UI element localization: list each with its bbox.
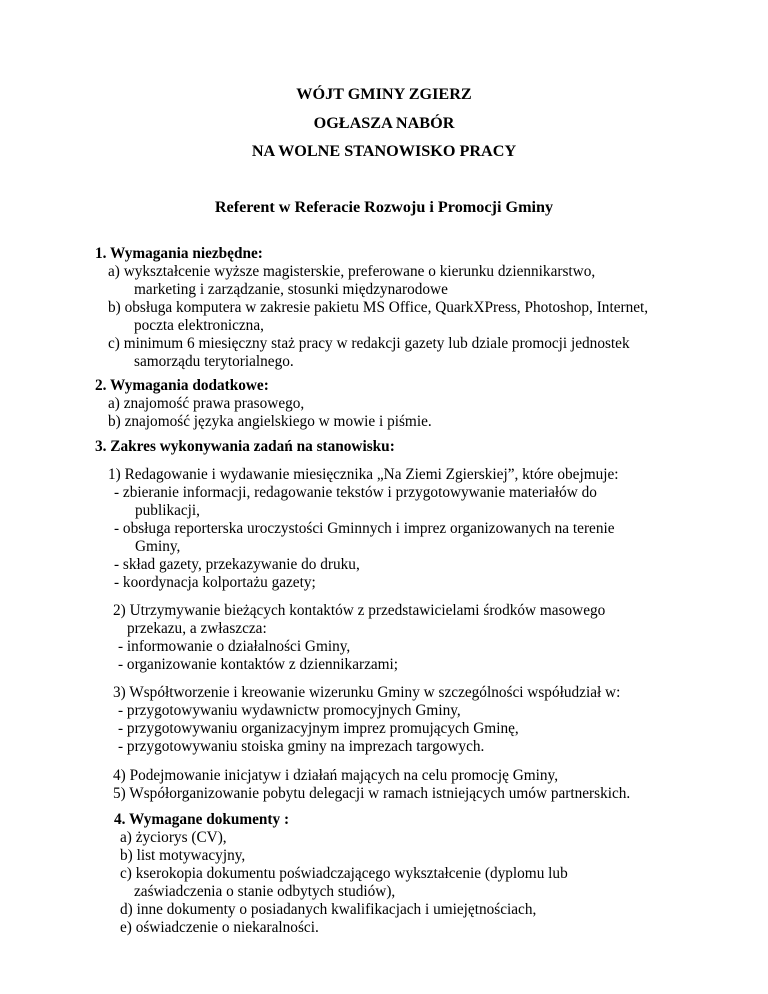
section1-item-b-cont: poczta elektroniczna, bbox=[134, 317, 264, 334]
section1-heading: 1. Wymagania niezbędne: bbox=[95, 245, 263, 262]
section2-item-b: b) znajomość języka angielskiego w mowie i piśmie. bbox=[108, 413, 432, 430]
section1-item-c: c) minimum 6 miesięczny staż pracy w redakcji gazety lub dziale promocji jednostek bbox=[108, 335, 630, 352]
task1-bullet-4: - koordynacja kolportażu gazety; bbox=[114, 574, 316, 591]
section4-item-c-cont: zaświadczenia o stanie odbytych studiów), bbox=[134, 883, 396, 900]
section1-item-a-cont: marketing i zarządzanie, stosunki międzynarodowe bbox=[134, 281, 448, 298]
position-title: Referent w Referacie Rozwoju i Promocji Gminy bbox=[214, 198, 554, 216]
task3-bullet-3: - przygotowywaniu stoiska gminy na imprezach targowych. bbox=[118, 738, 485, 755]
mayor-heading: WÓJT GMINY ZGIERZ bbox=[296, 85, 472, 103]
section1-item-b: b) obsługa komputera w zakresie pakietu MS Office, QuarkXPress, Photoshop, Internet, bbox=[108, 299, 649, 316]
task3-bullet-1: - przygotowywaniu wydawnictw promocyjnych Gminy, bbox=[118, 702, 461, 719]
task2-bullet-2: - organizowanie kontaktów z dziennikarzami; bbox=[118, 656, 399, 673]
section4-item-c: c) kserokopia dokumentu poświadczającego wykształcenie (dyplomu lub bbox=[120, 865, 568, 882]
task1-bullet-1: - zbieranie informacji, redagowanie tekstów i przygotowywanie materiałów do bbox=[114, 484, 597, 501]
task1-bullet-3: - skład gazety, przekazywanie do druku, bbox=[114, 556, 360, 573]
task3-title: 3) Współtworzenie i kreowanie wizerunku Gminy w szczególności współudział w: bbox=[113, 684, 621, 701]
task2-title-cont: przekazu, a zwłaszcza: bbox=[127, 620, 267, 637]
section4-item-a: a) życiorys (CV), bbox=[120, 829, 227, 846]
section4-item-b: b) list motywacyjny, bbox=[120, 847, 246, 864]
section2-heading: 2. Wymagania dodatkowe: bbox=[95, 377, 269, 394]
task2-title: 2) Utrzymywanie bieżących kontaktów z przedstawicielami środków masowego bbox=[113, 602, 606, 619]
vacancy-heading: NA WOLNE STANOWISKO PRACY bbox=[251, 142, 517, 160]
section3-heading: 3. Zakres wykonywania zadań na stanowisku: bbox=[95, 438, 395, 455]
announcement-heading: OGŁASZA NABÓR bbox=[313, 114, 455, 132]
section1-item-c-cont: samorządu terytorialnego. bbox=[134, 353, 294, 370]
task4: 4) Podejmowanie inicjatyw i działań mających na celu promocję Gminy, bbox=[113, 767, 559, 784]
task1-title: 1) Redagowanie i wydawanie miesięcznika „Na Ziemi Zgierskiej”, które obejmuje: bbox=[108, 466, 619, 483]
section1-item-a: a) wykształcenie wyższe magisterskie, preferowane o kierunku dziennikarstwo, bbox=[108, 263, 596, 280]
section4-item-d: d) inne dokumenty o posiadanych kwalifikacjach i umiejętnościach, bbox=[120, 901, 537, 918]
section4-item-e: e) oświadczenie o niekaralności. bbox=[120, 919, 319, 936]
task1-bullet-2-cont: Gminy, bbox=[135, 538, 181, 555]
task1-bullet-1-cont: publikacji, bbox=[135, 502, 200, 519]
task1-bullet-2: - obsługa reporterska uroczystości Gminnych i imprez organizowanych na terenie bbox=[114, 520, 615, 537]
section2-item-a: a) znajomość prawa prasowego, bbox=[108, 395, 305, 412]
task2-bullet-1: - informowanie o działalności Gminy, bbox=[118, 638, 351, 655]
task5: 5) Współorganizowanie pobytu delegacji w ramach istniejących umów partnerskich. bbox=[113, 785, 631, 802]
task3-bullet-2: - przygotowywaniu organizacyjnym imprez promujących Gminę, bbox=[118, 720, 519, 737]
section4-heading: 4. Wymagane dokumenty : bbox=[114, 811, 290, 828]
